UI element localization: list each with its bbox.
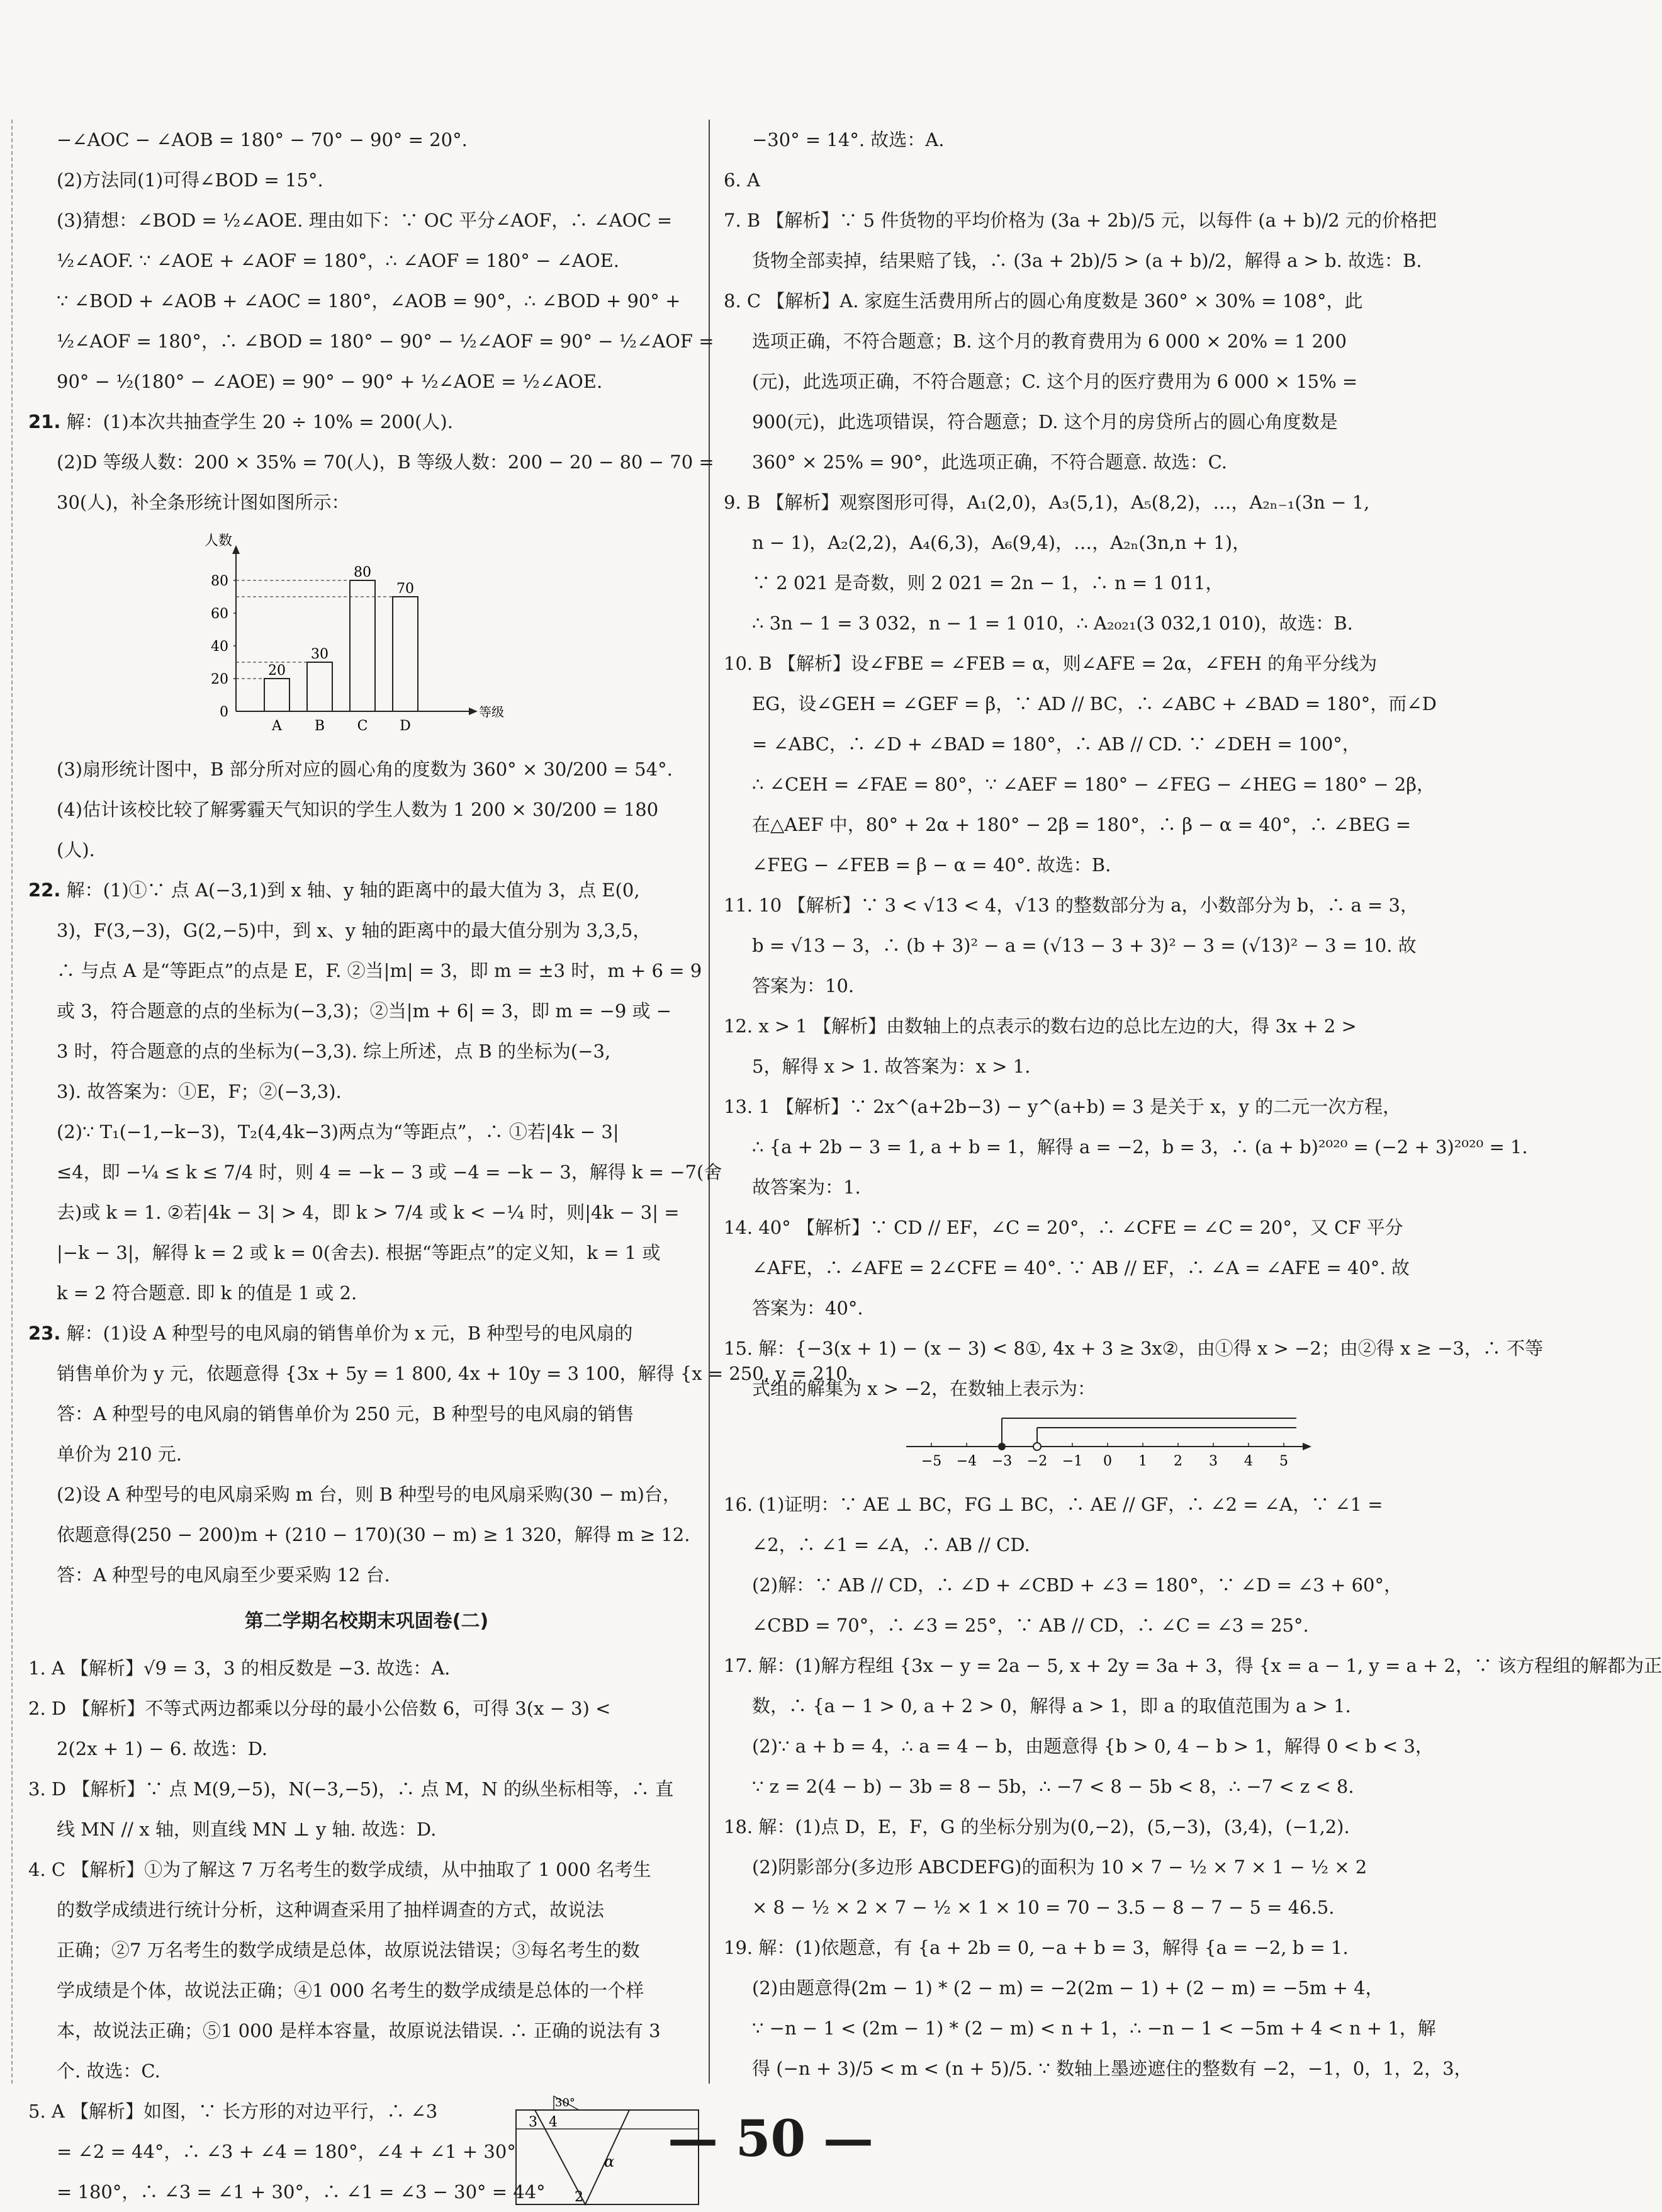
tick-label: 5: [1279, 1453, 1288, 1469]
x-tick-label: B: [314, 718, 325, 734]
answer-7: 7. B 【解析】∵ 5 件货物的平均价格为 (3a + 2b)/5 元，以每件 (a + b)/2 元的价格把: [724, 210, 1437, 231]
solid-point: [998, 1443, 1006, 1450]
bar-value-label: 20: [268, 663, 286, 679]
x-tick-label: A: [272, 718, 282, 734]
text-line: 360° × 25% = 90°，此选项正确，不符合题意. 故选：C.: [752, 451, 1227, 473]
text-line: 数，∴ {a − 1 > 0, a + 2 > 0，解得 a > 1，即 a 的取值范围为 a > 1.: [752, 1695, 1351, 1717]
text-line: −∠AOC − ∠AOB = 180° − 70° − 90° = 20°.: [57, 129, 468, 150]
text-line: 2(2x + 1) − 6. 故选：D.: [57, 1738, 268, 1759]
binding-rule: [11, 120, 13, 2084]
text-line: = 180°，∴ ∠3 = ∠1 + 30°，∴ ∠1 = ∠3 − 30° = 44°: [57, 2181, 546, 2203]
text-line: = ∠2 = 44°，∴ ∠3 + ∠4 = 180°，∠4 + ∠1 + 30°: [57, 2141, 516, 2162]
open-point: [1033, 1443, 1041, 1450]
text-line: ∵ −n − 1 < (2m − 1) * (2 − m) < n + 1，∴ −n − 1 < −5m + 4 < n + 1，解: [752, 2017, 1436, 2039]
tick-label: −2: [1026, 1453, 1048, 1469]
text-line: 3 时，符合题意的点的坐标为(−3,3). 综上所述，点 B 的坐标为(−3,: [57, 1041, 611, 1062]
answer-3: 3. D 【解析】∵ 点 M(9,−5)，N(−3,−5)，∴ 点 M，N 的纵坐标相等，∴ 直: [28, 1778, 674, 1800]
answer-18: 18. 解：(1)点 D，E，F，G 的坐标分别为(0,−2)，(5,−3)，(3,4)，(−1,2).: [724, 1816, 1350, 1837]
x-tick-label: C: [357, 718, 368, 734]
angle-2-label: 2: [575, 2189, 583, 2205]
text-line: 在△AEF 中，80° + 2α + 180° − 2β = 180°，∴ β − α = 40°，∴ ∠BEG =: [752, 814, 1412, 835]
answer-8: 8. C 【解析】A. 家庭生活费用所占的圆心角度数是 360° × 30% = 108°，此: [724, 290, 1363, 312]
text-line: |−k − 3|，解得 k = 2 或 k = 0(舍去). 根据“等距点”的定义知，k = 1 或: [57, 1242, 661, 1263]
text-line: 的数学成绩进行统计分析，这种调查采用了抽样调查的方式，故说法: [57, 1899, 605, 1921]
text-line: (2)阴影部分(多边形 ABCDEFG)的面积为 10 × 7 − ½ × 7 × 1 − ½ × 2: [752, 1856, 1367, 1878]
text-line: 本，故说法正确；⑤1 000 是样本容量，故原说法错误. ∴ 正确的说法有 3: [57, 2020, 661, 2041]
answer-16: 16. (1)证明：∵ AE ⊥ BC，FG ⊥ BC，∴ AE // GF，∴ ∠2 = ∠A，∵ ∠1 =: [724, 1494, 1383, 1515]
text-line: 解：(1)①∵ 点 A(−3,1)到 x 轴、y 轴的距离中的最大值为 3，点 E(0,: [66, 879, 640, 901]
bar-value-label: 70: [396, 581, 414, 597]
angle-alpha-label: α: [604, 2153, 615, 2170]
text-line: 5，解得 x > 1. 故答案为：x > 1.: [752, 1056, 1031, 1077]
text-line: (人).: [57, 839, 95, 861]
angle-3-label: 3: [529, 2114, 537, 2130]
x-axis-arrow: [469, 708, 478, 715]
text-line: ∠FEG − ∠FEB = β − α = 40°. 故选：B.: [752, 854, 1111, 876]
y-axis-arrow: [232, 545, 240, 554]
y-axis-label: 人数: [205, 533, 233, 549]
bar: [264, 679, 289, 711]
y-tick-label: 40: [211, 639, 228, 655]
tick-label: −3: [991, 1453, 1013, 1469]
text-line: 或 3，符合题意的点的坐标为(−3,3)；②当|m + 6| = 3，即 m = −9 或 −: [57, 1000, 672, 1022]
text-line: 答：A 种型号的电风扇至少要采购 12 台.: [57, 1564, 390, 1586]
text-line: 答案为：10.: [752, 975, 855, 996]
question-21: [28, 402, 705, 442]
answer-13: 13. 1 【解析】∵ 2x^(a+2b−3) − y^(a+b) = 3 是关于 x，y 的二元一次方程，: [724, 1096, 1401, 1117]
tick-label: 3: [1209, 1453, 1218, 1469]
text-line: 90° − ½(180° − ∠AOE) = 90° − 90° + ½∠AOE = ½∠AOE.: [57, 371, 603, 392]
answer-14: 14. 40° 【解析】∵ CD // EF，∠C = 20°，∴ ∠CFE = ∠C = 20°，又 CF 平分: [724, 1217, 1403, 1238]
bar-chart-svg: [192, 522, 519, 736]
text-line: 答：A 种型号的电风扇的销售单价为 250 元，B 种型号的电风扇的销售: [57, 1403, 634, 1425]
text-line: 5. A 【解析】如图，∵ 长方形的对边平行，∴ ∠3: [28, 2101, 438, 2122]
x-tick-label: D: [400, 718, 411, 734]
text-line: 线 MN // x 轴，则直线 MN ⊥ y 轴. 故选：D.: [57, 1819, 437, 1840]
axis-arrow: [1303, 1443, 1311, 1450]
text-line: ∴ {a + 2b − 3 = 1, a + b = 1，解得 a = −2，b = 3，∴ (a + b)²⁰²⁰ = (−2 + 3)²⁰²⁰ = 1.: [752, 1136, 1528, 1158]
text-line: (3)扇形统计图中，B 部分所对应的圆心角的度数为 360° × 30/200 = 54°.: [57, 759, 673, 780]
text-line: ½∠AOF. ∵ ∠AOE + ∠AOF = 180°，∴ ∠AOF = 180° − ∠AOE.: [57, 250, 620, 271]
text-line: 解：(1)本次共抽查学生 20 ÷ 10% = 200(人).: [66, 411, 453, 432]
answer-4: 4. C 【解析】①为了解这 7 万名考生的数学成绩，从中抽取了 1 000 名考生: [28, 1859, 651, 1880]
text-line: 30(人)，补全条形统计图如图所示：: [57, 492, 350, 513]
text-line: (2)∵ a + b = 4，∴ a = 4 − b，由题意得 {b > 0, 4 − b > 1，解得 0 < b < 3，: [752, 1735, 1434, 1757]
y-tick-label: 20: [211, 672, 228, 687]
page-number: — 50 —: [667, 2109, 874, 2168]
text-line: (4)估计该校比较了解雾霾天气知识的学生人数为 1 200 × 30/200 = 180: [57, 799, 659, 820]
y-tick-label: 80: [211, 573, 228, 589]
tick-label: −5: [921, 1453, 942, 1469]
text-line: 式组的解集为 x > −2，在数轴上表示为：: [752, 1378, 1096, 1399]
y-tick-label: 0: [220, 704, 228, 720]
tick-label: −1: [1062, 1453, 1083, 1469]
text-line: (元)，此选项正确，不符合题意；C. 这个月的医疗费用为 6 000 × 15% =: [752, 371, 1358, 392]
text-line: 依题意得(250 − 200)m + (210 − 170)(30 − m) ≥ 1 320，解得 m ≥ 12.: [57, 1524, 690, 1545]
text-line: n − 1)，A₂(2,2)，A₄(6,3)，A₆(9,4)，…，A₂ₙ(3n,n + 1)，: [752, 532, 1251, 553]
text-line: ∵ ∠BOD + ∠AOB + ∠AOC = 180°，∠AOB = 90°，∴ ∠BOD + 90° +: [57, 290, 681, 312]
text-line: 解：(1)设 A 种型号的电风扇的销售单价为 x 元，B 种型号的电风扇的: [66, 1323, 633, 1344]
question-23: [28, 1313, 705, 1353]
text-line: ∴ ∠CEH = ∠FAE = 80°，∵ ∠AEF = 180° − ∠FEG − ∠HEG = 180° − 2β，: [752, 774, 1435, 795]
text-line: (3)猜想：∠BOD = ½∠AOE. 理由如下：∵ OC 平分∠AOF，∴ ∠AOC =: [57, 210, 673, 231]
bar: [350, 580, 375, 711]
text-line: 3)，F(3,−3)，G(2,−5)中，到 x、y 轴的距离中的最大值分别为 3,3,5，: [57, 920, 651, 941]
text-line: 选项正确，不符合题意；B. 这个月的教育费用为 6 000 × 20% = 1 200: [752, 330, 1347, 352]
number-line: [724, 1409, 1400, 1484]
text-line: 个. 故选：C.: [57, 2060, 160, 2082]
text-line: 答案为：40°.: [752, 1297, 863, 1319]
answer-10: 10. B 【解析】设∠FBE = ∠FEB = α，则∠AFE = 2α，∠FEH 的角平分线为: [724, 653, 1378, 674]
bar: [307, 662, 332, 711]
text-line: ≤4，即 −¼ ≤ k ≤ 7/4 时，则 4 = −k − 3 或 −4 = −k − 3，解得 k = −7(舍: [57, 1161, 722, 1183]
text-line: k = 2 符合题意. 即 k 的值是 1 或 2.: [57, 1282, 357, 1304]
text-line: ∠2，∴ ∠1 = ∠A，∴ AB // CD.: [752, 1534, 1030, 1555]
text-line: ∵ 2 021 是奇数，则 2 021 = 2n − 1，∴ n = 1 011，: [752, 572, 1224, 594]
answer-11: 11. 10 【解析】∵ 3 < √13 < 4，√13 的整数部分为 a，小数部分为 b，∴ a = 3，: [724, 894, 1419, 916]
text-line: 学成绩是个体，故说法正确；④1 000 名考生的数学成绩是总体的一个样: [57, 1980, 644, 2001]
text-line: 销售单价为 y 元，依题意得 {3x + 5y = 1 800, 4x + 10y = 3 100，解得 {x = 250, y = 210.: [57, 1363, 853, 1384]
angle-4-label: 4: [549, 2114, 558, 2130]
text-line: (2)解：∵ AB // CD，∴ ∠D + ∠CBD + ∠3 = 180°，∵ ∠D = ∠3 + 60°，: [752, 1574, 1402, 1596]
question-22: [28, 870, 705, 910]
right-column: [724, 120, 1662, 2089]
tick-label: 1: [1138, 1453, 1147, 1469]
text-line: × 8 − ½ × 2 × 7 − ½ × 1 × 10 = 70 − 3.5 − 8 − 7 − 5 = 46.5.: [752, 1897, 1335, 1918]
text-line: 去)或 k = 1. ②若|4k − 3| > 4，即 k > 7/4 或 k < −¼ 时，则|4k − 3| =: [57, 1202, 680, 1223]
x-axis-label: 等级: [479, 704, 504, 719]
text-line: ∴ 与点 A 是“等距点”的点是 E，F. ②当|m| = 3，即 m = ±3 时，m + 6 = 9: [57, 960, 702, 981]
question-number: 21.: [28, 411, 61, 432]
text-line: 得 (−n + 3)/5 < m < (n + 5)/5. ∵ 数轴上墨迹遮住的整数有 −2，−1，0，1，2，3，: [752, 2058, 1473, 2079]
text-line: −30° = 14°. 故选：A.: [752, 129, 945, 150]
section-title: 第二学期名校期末巩固卷(二): [244, 1610, 489, 1632]
bar-chart: [192, 522, 705, 749]
text-line: ½∠AOF = 180°，∴ ∠BOD = 180° − 90° − ½∠AOF = 90° − ½∠AOF =: [57, 330, 714, 352]
text-line: ∠AFE，∴ ∠AFE = 2∠CFE = 40°. ∵ AB // EF，∴ ∠A = ∠AFE = 40°. 故: [752, 1257, 1410, 1278]
text-line: (2)∵ T₁(−1,−k−3)，T₂(4,4k−3)两点为“等距点”，∴ ①若|4k − 3|: [57, 1121, 619, 1143]
answer-6: 6. A: [724, 169, 760, 191]
column-divider: [709, 120, 710, 2084]
answer-19: 19. 解：(1)依题意，有 {a + 2b = 0, −a + b = 3，解得 {a = −2, b = 1.: [724, 1937, 1349, 1958]
text-line: (2)D 等级人数：200 × 35% = 70(人)，B 等级人数：200 − 20 − 80 − 70 =: [57, 451, 714, 473]
answer-17: 17. 解：(1)解方程组 {3x − y = 2a − 5, x + 2y = 3a + 3，得 {x = a − 1, y = a + 2，∵ 该方程组的解都为正: [724, 1655, 1662, 1676]
y-tick-label: 60: [211, 606, 228, 622]
text-line: = ∠ABC，∴ ∠D + ∠BAD = 180°，∴ AB // CD. ∵ ∠DEH = 100°，: [752, 733, 1361, 755]
answer-15: 15. 解：{−3(x + 1) − (x − 3) < 8①, 4x + 3 ≥ 3x②，由①得 x > −2；由②得 x ≥ −3，∴ 不等: [724, 1338, 1544, 1359]
tick-label: −4: [956, 1453, 977, 1469]
text-line: ∠CBD = 70°，∴ ∠3 = 25°，∵ AB // CD，∴ ∠C = ∠3 = 25°.: [752, 1615, 1309, 1636]
bar: [393, 597, 418, 711]
text-line: (2)设 A 种型号的电风扇采购 m 台，则 B 种型号的电风扇采购(30 − m)台，: [57, 1484, 681, 1505]
answer-1: 1. A 【解析】√9 = 3，3 的相反数是 −3. 故选：A.: [28, 1657, 451, 1679]
question-number: 22.: [28, 879, 61, 901]
tick-label: 2: [1174, 1453, 1182, 1469]
tick-label: 0: [1103, 1453, 1112, 1469]
answer-2: 2. D 【解析】不等式两边都乘以分母的最小公倍数 6，可得 3(x − 3) <: [28, 1698, 611, 1719]
text-line: 正确；②7 万名考生的数学成绩是总体，故原说法错误；③每名考生的数: [57, 1939, 640, 1961]
question-number: 23.: [28, 1323, 61, 1344]
tick-label: 4: [1244, 1453, 1253, 1469]
text-line: ∵ z = 2(4 − b) − 3b = 8 − 5b，∴ −7 < 8 − 5b < 8，∴ −7 < z < 8.: [752, 1776, 1354, 1797]
answer-12: 12. x > 1 【解析】由数轴上的点表示的数右边的总比左边的大，得 3x + 2 >: [724, 1015, 1357, 1037]
number-line-svg: [724, 1409, 1353, 1478]
text-line: 货物全部卖掉，结果赔了钱，∴ (3a + 2b)/5 > (a + b)/2，解得 a > b. 故选：B.: [752, 250, 1422, 271]
text-line: 3). 故答案为：①E，F；②(−3,3).: [57, 1081, 342, 1102]
text-line: 900(元)，此选项错误，符合题意；D. 这个月的房贷所占的圆心角度数是: [752, 411, 1338, 432]
text-line: (2)方法同(1)可得∠BOD = 15°.: [57, 169, 323, 191]
text-line: ∴ 3n − 1 = 3 032，n − 1 = 1 010，∴ A₂₀₂₁(3 032,1 010)，故选：B.: [752, 612, 1353, 634]
text-line: 单价为 210 元.: [57, 1443, 182, 1465]
text-line: EG，设∠GEH = ∠GEF = β，∵ AD // BC，∴ ∠ABC + ∠BAD = 180°，而∠D: [752, 693, 1437, 714]
bar-value-label: 80: [354, 565, 371, 580]
bar-value-label: 30: [311, 646, 328, 662]
answer-9: 9. B 【解析】观察图形可得，A₁(2,0)，A₃(5,1)，A₅(8,2)，…，A₂ₙ₋₁(3n − 1,: [724, 492, 1370, 513]
text-line: 故答案为：1.: [752, 1177, 861, 1198]
text-line: b = √13 − 3，∴ (b + 3)² − a = (√13 − 3 + 3)² − 3 = (√13)² − 3 = 10. 故: [752, 935, 1417, 956]
text-line: (2)由题意得(2m − 1) * (2 − m) = −2(2m − 1) + (2 − m) = −5m + 4，: [752, 1977, 1384, 1999]
angle-30-label: 30°: [555, 2096, 575, 2109]
